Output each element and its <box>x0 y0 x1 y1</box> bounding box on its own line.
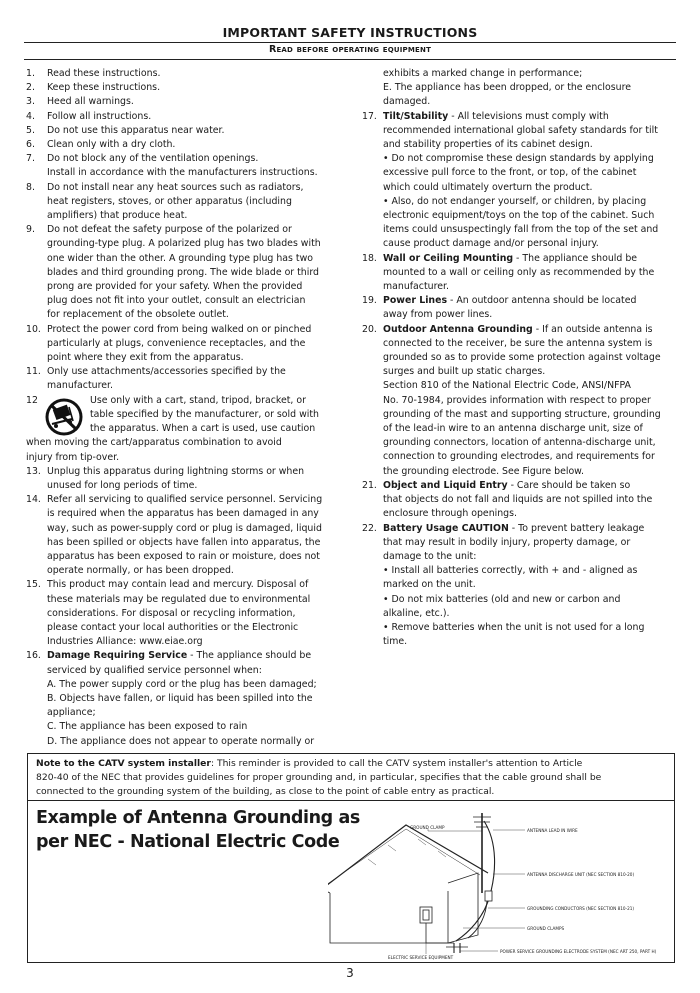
item-line: electronic equipment/toys on the top of the cabinet. Such <box>383 210 655 222</box>
item-line: point where they exit from the apparatus. <box>47 352 244 364</box>
item-line: away from power lines. <box>383 309 493 321</box>
item-line: Industries Alliance: www.eiae.org <box>47 636 203 648</box>
item-line: heat registers, stoves, or other apparatus (including <box>47 195 292 207</box>
item-number: 10. <box>26 323 41 335</box>
item-line: table specified by the manufacturer, or sold with <box>90 408 319 420</box>
item-number: 4. <box>26 110 35 122</box>
item-line: grounding-type plug. A polarized plug has two blades with <box>47 238 321 250</box>
item-number: 1. <box>26 68 35 79</box>
item-line: unused for long periods of time. <box>47 479 198 491</box>
item-line: that may result in bodily injury, property damage, or <box>383 536 631 548</box>
item-line: Only use attachments/accessories specified by the <box>47 366 286 378</box>
cart-warning-icon <box>43 397 85 437</box>
item-line: B. Objects have fallen, or liquid has been spilled into the <box>47 692 313 704</box>
item-number: 2. <box>26 82 35 94</box>
item-number: 21. <box>362 479 377 491</box>
item-line: particularly at plugs, convenience receptacles, and the <box>47 337 306 349</box>
item-number: 3. <box>26 96 35 108</box>
item-number: 5. <box>26 124 35 136</box>
item-line: injury from tip-over. <box>26 451 120 463</box>
item-line: prong are provided for your safety. When the provided <box>47 281 303 293</box>
item-number: 15. <box>26 579 41 591</box>
item-line: manufacturer. <box>383 281 449 293</box>
item-line: E. The appliance has been dropped, or the enclosure <box>383 82 632 94</box>
item-line: connection to grounding electrodes, and requirements for <box>383 451 655 463</box>
item-heading: Power Lines <box>383 295 448 307</box>
list-item <box>362 479 674 522</box>
item-line: and stability properties of its cabinet design. <box>383 139 593 151</box>
item-line: surges and built up static charges. <box>383 366 546 378</box>
list-item <box>26 138 336 152</box>
item-line: of the lead-in wire to an antenna discharge unit, size of <box>383 423 643 435</box>
item-number: 14. <box>26 494 41 506</box>
list-item <box>362 252 674 295</box>
item-line: Refer all servicing to qualified service personnel. Servicing <box>47 494 323 506</box>
item-line: • Also, do not endanger yourself, or children, by placing <box>383 195 647 207</box>
item-line: mounted to a wall or ceiling only as recommended by the <box>383 266 655 278</box>
item-line: marked on the unit. <box>383 579 476 591</box>
right-items <box>362 110 674 650</box>
item-line: exhibits a marked change in performance; <box>383 68 583 79</box>
item-line: that objects do not fall and liquids are not spilled into the <box>383 494 653 506</box>
item-line: way, such as power-supply cord or plug is damaged, liquid <box>47 522 322 534</box>
item-line: Do not install near any heat sources such as radiators, <box>47 181 304 193</box>
list-item <box>26 323 336 366</box>
note-line: : This reminder is provided to call the CATV system installer's attention to Article <box>210 758 583 769</box>
item-number: 16. <box>26 650 41 662</box>
list-item <box>362 522 674 650</box>
item-line: damage to the unit: <box>383 550 477 562</box>
list-item <box>26 365 336 393</box>
item-line: grounding connectors, location of antenna-discharge unit, <box>383 437 656 449</box>
subtitle-rule <box>24 59 676 60</box>
item-line: connected to the receiver, be sure the antenna system is <box>383 337 653 349</box>
item-line: time. <box>383 636 408 648</box>
item-number: 6. <box>26 139 35 151</box>
item-line: for replacement of the obsolete outlet. <box>47 309 229 321</box>
list-item <box>26 578 336 649</box>
list-item <box>26 493 336 578</box>
item-number: 20. <box>362 323 377 335</box>
list-item-12 <box>26 394 336 465</box>
item-line: Unplug this apparatus during lightning storms or when <box>47 465 305 477</box>
item-line: which could ultimately overturn the product. <box>383 181 593 193</box>
item-line: items could unsuspectingly fall from the top of the set and <box>383 224 659 236</box>
item-number: 13. <box>26 465 41 477</box>
list-item <box>362 294 674 322</box>
item-line: Follow all instructions. <box>47 110 152 122</box>
list-item <box>26 223 336 322</box>
list-item <box>362 110 674 252</box>
antenna-grounding-diagram <box>328 803 673 961</box>
item-line: • Do not compromise these design standards by applying <box>383 153 654 165</box>
item-line: alkaline, etc.). <box>383 607 450 619</box>
item-number: 22. <box>362 522 377 534</box>
label-power-service: POWER SERVICE GROUNDING ELECTRODE SYSTEM (NEC ART 250, PART H) <box>500 949 657 954</box>
page-number: 3 <box>346 966 354 980</box>
label-ground-clamp: GROUND CLAMP <box>410 825 445 830</box>
left-items <box>26 67 336 394</box>
item-line: manufacturer. <box>47 380 113 392</box>
item-heading: Tilt/Stability <box>383 110 449 122</box>
item-line: Keep these instructions. <box>47 82 161 94</box>
item-line: operate normally, or has been dropped. <box>47 565 234 577</box>
item-number: 19. <box>362 295 377 307</box>
item-line: A. The power supply cord or the plug has been damaged; <box>47 678 317 690</box>
list-item-16 <box>26 649 336 748</box>
item-line: • Do not mix batteries (old and new or carbon and <box>383 593 621 605</box>
item-heading: Battery Usage CAUTION <box>383 522 509 534</box>
item-line: grounding of the mast and supporting structure, grounding <box>383 408 661 420</box>
list-item <box>362 323 674 479</box>
item-number: 7. <box>26 153 35 165</box>
label-discharge-unit: ANTENNA DISCHARGE UNIT (NEC SECTION 810-20) <box>527 872 635 877</box>
item-line: No. 70-1984, provides information with respect to proper <box>383 394 651 406</box>
item-line: C. The appliance has been exposed to rain <box>47 721 248 733</box>
list-item <box>26 152 336 180</box>
item-line: plug does not fit into your outlet, consult an electrician <box>47 295 306 307</box>
page-title: IMPORTANT SAFETY INSTRUCTIONS <box>222 25 478 40</box>
page-subtitle: Read before operating equipment <box>268 44 432 55</box>
item-line: amplifiers) that produce heat. <box>47 210 188 222</box>
figure-title: Example of Antenna Grounding as per NEC - National Electric Code <box>36 808 360 852</box>
item-line: This product may contain lead and mercury. Disposal of <box>47 579 309 591</box>
item-line: Do not defeat the safety purpose of the polarized or <box>47 224 292 236</box>
item-line: has been spilled or objects have fallen into apparatus, the <box>47 536 321 548</box>
item-line: enclosure through openings. <box>383 508 518 520</box>
item-line: Do not use this apparatus near water. <box>47 124 225 136</box>
label-grounding-conductors: GROUNDING CONDUCTORS (NEC SECTION 810-21) <box>527 906 635 911</box>
item-number: 12 <box>26 394 38 406</box>
list-item <box>26 124 336 138</box>
item-heading: Outdoor Antenna Grounding <box>383 323 533 335</box>
item-line: Heed all warnings. <box>47 96 134 108</box>
item-heading-rest: - All televisions must comply with <box>448 110 609 122</box>
note-line: 820-40 of the NEC that provides guidelines for proper grounding and, in particular, specifies that the cable ground shall be <box>36 771 602 783</box>
item-line: D. The appliance does not appear to operate normally or <box>47 735 315 747</box>
item-heading-rest: - The appliance should be <box>187 650 312 662</box>
item-line: when moving the cart/apparatus combination to avoid <box>26 437 282 449</box>
item-line: the apparatus. When a cart is used, use caution <box>90 423 316 435</box>
list-item <box>26 67 336 81</box>
antenna-grounding-figure <box>27 800 675 963</box>
list-item <box>26 95 336 109</box>
item-line: blades and third grounding prong. The wide blade or third <box>47 266 319 278</box>
item-line: recommended international global safety standards for tilt <box>383 124 658 136</box>
catv-note <box>27 753 675 801</box>
item-line: damaged. <box>383 96 431 108</box>
item-line: Read these instructions. <box>47 68 161 79</box>
list-item <box>26 181 336 224</box>
list-item <box>26 110 336 124</box>
left-column <box>26 67 336 749</box>
right-column <box>362 67 674 649</box>
item-number: 11. <box>26 366 41 378</box>
item-line: • Install all batteries correctly, with + and - aligned as <box>383 565 638 577</box>
item-line: one wider than the other. A grounding type plug has two <box>47 252 313 264</box>
item-line: excessive pull force to the front, or top, of the cabinet <box>383 167 637 179</box>
item-heading-rest: - The appliance should be <box>513 252 638 264</box>
item-line: appliance; <box>47 707 96 719</box>
item-heading-rest: - To prevent battery leakage <box>508 522 645 534</box>
item-number: 17. <box>362 110 377 122</box>
label-ground-clamps: GROUND CLAMPS <box>527 926 565 931</box>
item-line: grounded so as to provide some protection against voltage <box>383 352 661 364</box>
item-number: 18. <box>362 252 377 264</box>
item-line: Protect the power cord from being walked on or pinched <box>47 323 312 335</box>
left-items-after <box>26 465 336 650</box>
list-item <box>26 465 336 493</box>
item-heading: Damage Requiring Service <box>47 650 188 662</box>
label-antenna-lead-in: ANTENNA LEAD IN WIRE <box>527 828 578 833</box>
item-line: serviced by qualified service personnel when: <box>47 664 262 676</box>
item-heading: Object and Liquid Entry <box>383 479 508 491</box>
item-line: Clean only with a dry cloth. <box>47 139 176 151</box>
item-heading-rest: - If an outside antenna is <box>532 323 653 335</box>
item-number: 9. <box>26 224 35 236</box>
item-line: Do not block any of the ventilation openings. <box>47 153 259 165</box>
header-rule <box>24 42 676 43</box>
note-heading: Note to the CATV system installer <box>36 758 211 769</box>
item-line: these materials may be regulated due to environmental <box>47 593 311 605</box>
item-line: Section 810 of the National Electric Code, ANSI/NFPA <box>383 380 631 392</box>
item-line: considerations. For disposal or recycling information, <box>47 607 296 619</box>
item-heading-rest: - An outdoor antenna should be located <box>447 295 637 307</box>
item-line: the grounding electrode. See Figure below. <box>383 465 584 477</box>
item-heading: Wall or Ceiling Mounting <box>383 252 514 264</box>
item-line: Use only with a cart, stand, tripod, bracket, or <box>90 394 306 406</box>
item-line: is required when the apparatus has been damaged in any <box>47 508 319 520</box>
label-electric-service: ELECTRIC SERVICE EQUIPMENT <box>388 955 454 960</box>
item-line: cause product damage and/or personal injury. <box>383 238 599 250</box>
note-line: connected to the grounding system of the building, as close to the point of cable entry as practical. <box>36 785 495 797</box>
item-line: • Remove batteries when the unit is not used for a long <box>383 621 645 633</box>
item-line: please contact your local authorities or the Electronic <box>47 621 299 633</box>
item-line: Install in accordance with the manufacturers instructions. <box>47 167 318 179</box>
item-16-continuation <box>362 67 674 110</box>
item-heading-rest: - Care should be taken so <box>507 479 631 491</box>
item-number: 8. <box>26 181 35 193</box>
item-line: apparatus has been exposed to rain or moisture, does not <box>47 550 320 562</box>
list-item <box>26 81 336 95</box>
